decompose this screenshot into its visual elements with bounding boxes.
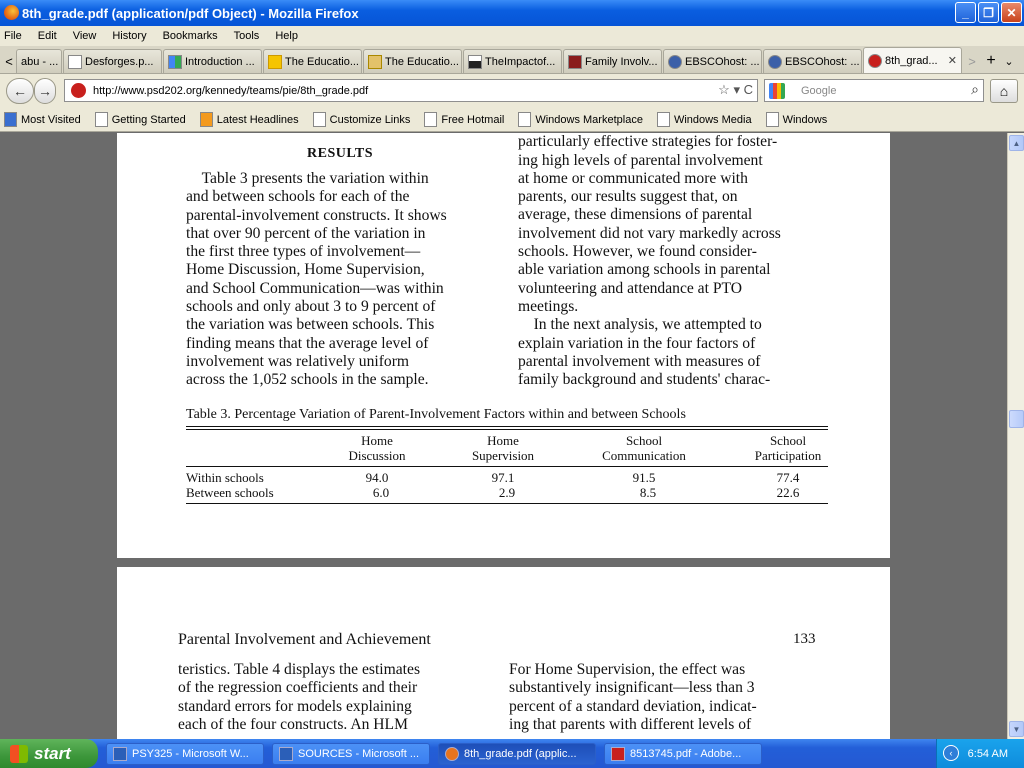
table-row-label: Between schools — [186, 485, 274, 500]
page-icon — [95, 112, 108, 127]
tab-educatio-2[interactable] — [363, 49, 462, 73]
section-heading-results: RESULTS — [307, 146, 374, 161]
windows-logo-icon — [10, 745, 28, 763]
tab-educatio-1[interactable] — [263, 49, 362, 73]
window-title: 8th_grade.pdf (application/pdf Object) - Mozilla Firefox — [22, 5, 359, 21]
page-icon — [424, 112, 437, 127]
bookmark-windows[interactable] — [766, 112, 828, 127]
star-icon — [268, 55, 282, 69]
bookmark-label: Free Hotmail — [441, 113, 505, 126]
pdf-page-133 — [117, 567, 890, 739]
text-line: schools. However, we found consider- — [518, 243, 757, 261]
tab-label: Desforges.p... — [85, 55, 154, 68]
text-line: particularly effective strategies for foster- — [518, 133, 778, 151]
taskbar-item-sources[interactable] — [272, 743, 430, 765]
text-line: substantively insignificant—less than 3 — [509, 679, 755, 697]
taskbar-item-label: 8th_grade.pdf (applic... — [464, 747, 577, 760]
table-cell: 2.9 — [498, 485, 516, 500]
text-line: Table 3 presents the variation within — [186, 170, 429, 187]
tab-introduction[interactable] — [163, 49, 262, 73]
pdf-icon — [611, 747, 625, 761]
word-icon — [279, 747, 293, 761]
tab-ebscohost-2[interactable] — [763, 49, 862, 73]
folder-icon — [4, 112, 17, 127]
minimize-button[interactable]: _ — [955, 2, 976, 23]
bookmark-windows-marketplace[interactable] — [518, 112, 643, 127]
table-cell: 8.5 — [639, 485, 657, 500]
menu-bar — [0, 26, 1024, 46]
menu-bookmarks[interactable]: Bookmarks — [162, 30, 218, 42]
ebsco-icon — [668, 55, 682, 69]
bookmark-label: Customize Links — [329, 113, 411, 126]
text-line: at home or communicated more with — [518, 169, 748, 187]
table-header — [458, 433, 548, 463]
header-line: Home — [487, 433, 519, 448]
text-line: and School Communication—was within — [186, 279, 444, 297]
header-line: School — [625, 433, 663, 448]
star-icon — [368, 55, 382, 69]
tab-label: The Educatio... — [385, 55, 459, 68]
header-line: Supervision — [471, 448, 535, 463]
header-line: Communication — [602, 448, 686, 463]
tab-label: TheImpactof... — [485, 55, 556, 68]
right-column-text — [509, 661, 821, 734]
text-line: each of the four constructs. An HLM — [178, 715, 408, 733]
tab-label: EBSCOhost: ... — [785, 55, 860, 68]
start-button[interactable] — [0, 739, 98, 768]
menu-view[interactable]: View — [72, 30, 97, 42]
tab-label: 8th_grad... — [885, 54, 938, 67]
bookmark-label: Windows — [782, 113, 828, 126]
text-line: the first three types of involvement— — [186, 243, 421, 261]
text-line: standard errors for models explaining — [178, 697, 412, 715]
taskbar-item-firefox[interactable] — [438, 743, 596, 765]
text-line: able variation among schools in parental — [518, 261, 771, 279]
tab-ebscohost-1[interactable] — [663, 49, 762, 73]
search-placeholder: Google — [801, 84, 837, 97]
text-line: explain variation in the four factors of — [518, 334, 756, 352]
tab-scroll-left-button[interactable]: < — [5, 53, 13, 69]
menu-edit[interactable]: Edit — [37, 30, 57, 42]
tab-label: Family Involv... — [585, 55, 658, 68]
table-cell: 97.1 — [491, 470, 515, 485]
search-input[interactable] — [764, 79, 984, 102]
text-line: involvement was relatively uniform — [186, 352, 410, 370]
bookmark-label: Most Visited — [21, 113, 81, 126]
text-line: For Home Supervision, the effect was — [509, 661, 746, 678]
clock[interactable]: 6:54 AM — [967, 747, 1008, 760]
bookmark-label: Getting Started — [111, 113, 186, 126]
menu-file[interactable]: File — [4, 30, 22, 42]
pdf-viewer[interactable] — [0, 133, 1007, 739]
bookmark-most-visited[interactable] — [4, 112, 81, 127]
menu-tools[interactable]: Tools — [233, 30, 260, 42]
taskbar-item-adobe[interactable] — [604, 743, 762, 765]
bookmark-getting-started[interactable] — [95, 112, 186, 127]
text-line: finding means that the average level of — [186, 334, 429, 352]
bookmark-label: Latest Headlines — [216, 113, 299, 126]
table-header — [332, 433, 422, 463]
url-dropdown-icon[interactable]: ▾ — [733, 82, 740, 97]
left-column-text — [178, 661, 490, 734]
new-tab-button[interactable]: + — [986, 52, 996, 69]
page-icon — [313, 112, 326, 127]
reload-icon[interactable]: C — [743, 82, 753, 97]
page-icon — [766, 112, 779, 127]
home-button[interactable]: ⌂ — [990, 79, 1018, 103]
text-line: of the regression coefficients and their — [178, 679, 418, 697]
firefox-icon — [445, 747, 459, 761]
text-line: In the next analysis, we attempted to — [518, 316, 762, 334]
tab-abu[interactable] — [16, 49, 62, 73]
text-line: the variation was between schools. This — [186, 316, 435, 334]
bookmark-label: Windows Marketplace — [535, 113, 643, 126]
table-cell: 77.4 — [776, 470, 800, 485]
text-line: teristics. Table 4 displays the estimates — [178, 661, 421, 678]
tab-scroll-right-button[interactable]: > — [968, 53, 976, 69]
text-line: family background and students' charac- — [518, 371, 771, 389]
table-row-label: Within schools — [186, 470, 264, 485]
table-cell: 91.5 — [632, 470, 656, 485]
rss-icon — [200, 112, 213, 127]
tab-label: EBSCOhost: ... — [685, 55, 760, 68]
taskbar-item-label: 8513745.pdf - Adobe... — [630, 747, 742, 760]
window-title-bar[interactable] — [0, 0, 1024, 26]
restore-button[interactable]: ❐ — [978, 2, 999, 23]
text-line: ing that parents with different levels of — [509, 715, 752, 733]
text-line: percent of a standard deviation, indicat- — [509, 697, 757, 715]
tab-impactof[interactable] — [463, 49, 562, 73]
pdf-page-132 — [117, 133, 890, 558]
right-column-text — [518, 133, 830, 389]
tray-expand-icon[interactable]: ‹ — [943, 745, 959, 761]
tab-bar — [0, 46, 1024, 74]
back-button[interactable]: ← — [6, 78, 34, 104]
header-line: Home — [361, 433, 393, 448]
text-line: that over 90 percent of the variation in — [186, 224, 426, 242]
tab-label: Introduction ... — [185, 55, 255, 68]
bookmark-label: Windows Media — [673, 113, 752, 126]
close-button[interactable]: ✕ — [1001, 2, 1022, 23]
taskbar-item-label: SOURCES - Microsoft ... — [298, 747, 420, 760]
table-header — [589, 433, 699, 463]
google-search-icon — [769, 83, 785, 99]
table-rule-mid — [186, 466, 828, 467]
text-line: ing high levels of parental involvement — [518, 151, 763, 169]
url-controls — [718, 82, 753, 98]
navigation-bar — [0, 74, 1024, 108]
word-icon — [113, 747, 127, 761]
text-line: parental-involvement constructs. It shows — [186, 206, 447, 224]
page-icon — [68, 55, 82, 69]
taskbar-item-psy325[interactable] — [106, 743, 264, 765]
vertical-scrollbar[interactable] — [1007, 133, 1024, 739]
text-line: involvement did not vary markedly across — [518, 224, 781, 242]
bookmark-latest-headlines[interactable] — [200, 112, 299, 127]
running-head: Parental Involvement and Achievement — [178, 631, 431, 648]
page-icon — [518, 112, 531, 127]
bookmark-free-hotmail[interactable] — [424, 112, 504, 127]
tab-8th-grade[interactable] — [863, 47, 962, 73]
text-line: meetings. — [518, 297, 579, 315]
scroll-up-button[interactable]: ▲ — [1009, 135, 1024, 151]
system-tray — [936, 739, 1024, 768]
header-line: Discussion — [348, 448, 406, 463]
text-line: parents, our results suggest that, on — [518, 188, 738, 206]
tab-label: abu - ... — [21, 55, 59, 68]
text-line: schools and only about 3 to 9 percent of — [186, 298, 436, 316]
search-icon[interactable]: ⌕ — [971, 81, 979, 97]
text-line: and between schools for each of the — [186, 188, 410, 206]
tab-label: The Educatio... — [285, 55, 359, 68]
scroll-thumb[interactable] — [1009, 410, 1024, 428]
table-rule-bottom — [186, 503, 828, 504]
site-icon — [71, 83, 86, 98]
text-line: volunteering and attendance at PTO — [518, 279, 743, 297]
text-line: parental involvement with measures of — [518, 352, 761, 370]
left-column-text — [186, 170, 498, 390]
table-cell: 6.0 — [372, 485, 390, 500]
firefox-icon — [4, 5, 19, 20]
table-title: Table 3. Percentage Variation of Parent-Involvement Factors within and between Schools — [186, 407, 686, 422]
page-number: 133 — [793, 631, 816, 647]
taskbar-item-label: PSY325 - Microsoft W... — [132, 747, 249, 760]
url-text: http://www.psd202.org/kennedy/teams/pie/8th_grade.pdf — [93, 84, 369, 97]
header-line: Participation — [754, 448, 822, 463]
list-all-tabs-button[interactable]: ⌄ — [1004, 55, 1014, 68]
menu-history[interactable]: History — [112, 30, 147, 42]
table-header — [743, 433, 833, 463]
tab-desforges[interactable] — [63, 49, 162, 73]
url-bar[interactable] — [64, 79, 758, 102]
google-icon — [168, 55, 182, 69]
table-rule-top — [186, 426, 828, 427]
tab-close-icon[interactable]: ✕ — [947, 55, 957, 67]
forward-button[interactable]: → — [34, 78, 56, 104]
text-line: Home Discussion, Home Supervision, — [186, 261, 425, 279]
pdf-site-icon — [868, 54, 882, 68]
header-line: School — [769, 433, 807, 448]
table-cell: 22.6 — [776, 485, 800, 500]
scroll-down-button[interactable]: ▼ — [1009, 721, 1024, 737]
bookmark-star-icon[interactable]: ☆ — [718, 82, 730, 97]
ebsco-icon — [768, 55, 782, 69]
bookmark-customize-links[interactable] — [313, 112, 411, 127]
table-rule-top-double — [186, 429, 828, 430]
start-label: start — [34, 743, 71, 763]
table-cell: 94.0 — [365, 470, 389, 485]
bookmarks-toolbar — [0, 108, 1024, 132]
shield-icon — [568, 55, 582, 69]
text-line: across the 1,052 schools in the sample. — [186, 371, 429, 389]
taskbar — [0, 739, 1024, 768]
tab-family-involv[interactable] — [563, 49, 662, 73]
text-line: average, these dimensions of parental — [518, 206, 753, 224]
pyramid-icon — [468, 55, 482, 69]
bookmark-windows-media[interactable] — [657, 112, 752, 127]
menu-help[interactable]: Help — [275, 30, 298, 42]
page-icon — [657, 112, 670, 127]
